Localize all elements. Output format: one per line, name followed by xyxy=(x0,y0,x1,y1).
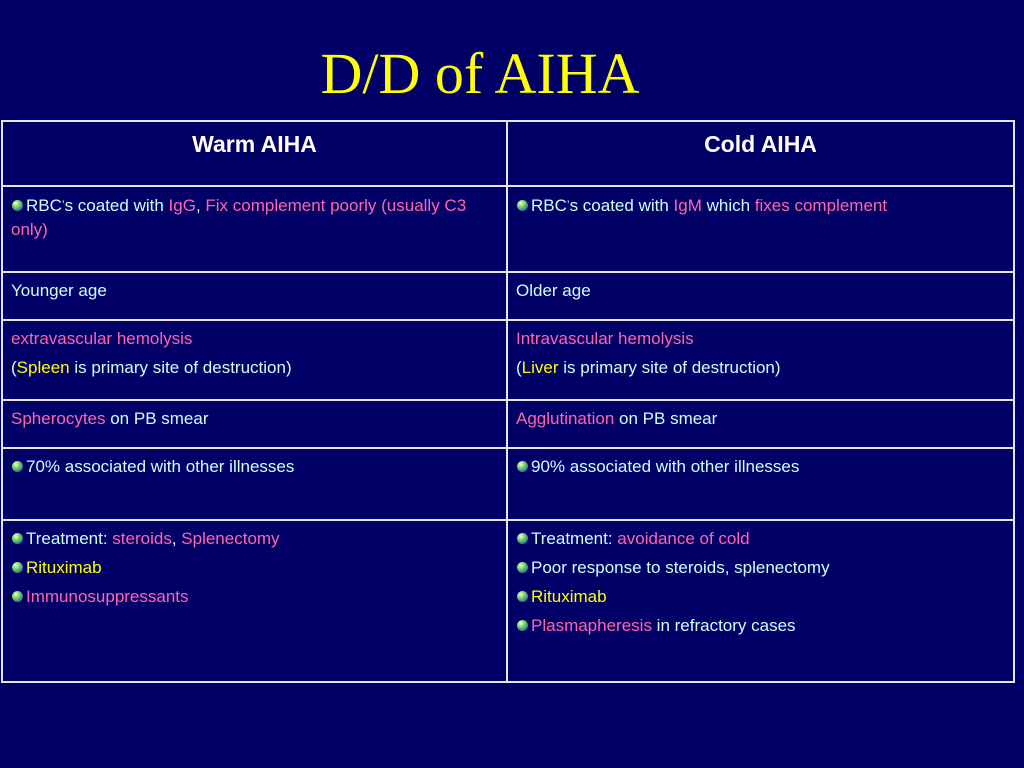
comparison-table xyxy=(1,120,1015,683)
association-text: 90% associated with other illnesses xyxy=(531,457,800,476)
avoidance-text: avoidance of cold xyxy=(617,529,750,548)
cell-warm-smear xyxy=(2,400,507,448)
cell-cold-age xyxy=(507,272,1014,320)
treatment-label: Treatment: xyxy=(26,529,113,548)
comma-text: , xyxy=(171,529,182,548)
sphere-bullet-icon xyxy=(12,591,23,602)
cell-cold-smear xyxy=(507,400,1014,448)
coated-text: s coated with xyxy=(569,196,674,215)
hemolysis-text: Intravascular hemolysis xyxy=(516,329,694,348)
plasmapheresis-text: Plasmapheresis xyxy=(531,616,652,635)
sphere-bullet-icon xyxy=(517,533,528,544)
cell-warm-treatment xyxy=(2,520,507,682)
rituximab-text: Rituximab xyxy=(531,587,607,606)
refractory-text: in refractory cases xyxy=(651,616,796,635)
immunosuppressants-text: Immunosuppressants xyxy=(26,587,189,606)
smear-rest-text: on PB smear xyxy=(105,409,209,428)
complement-text: Fix complement poorly (usually C3 only) xyxy=(11,196,467,239)
smear-term-text: Agglutination xyxy=(516,409,615,428)
sphere-bullet-icon xyxy=(12,461,23,472)
cell-cold-treatment xyxy=(507,520,1014,682)
header-warm-aiha: Warm AIHA xyxy=(2,121,507,186)
hemolysis-text: extravascular hemolysis xyxy=(11,329,193,348)
apostrophe-text: ’ xyxy=(566,198,570,212)
age-text: Older age xyxy=(516,281,591,300)
poor-response-text: Poor response to steroids, splenectomy xyxy=(531,558,830,577)
cell-cold-association xyxy=(507,448,1014,520)
slide-title: D/D of AIHA xyxy=(320,41,640,106)
smear-term-text: Spherocytes xyxy=(11,409,106,428)
smear-rest-text: on PB smear xyxy=(614,409,718,428)
site-rest-text: is primary site of destruction) xyxy=(69,358,292,377)
antibody-text: IgG xyxy=(168,196,196,215)
sphere-bullet-icon xyxy=(517,591,528,602)
cell-warm-hemolysis xyxy=(2,320,507,400)
association-text: 70% associated with other illnesses xyxy=(26,457,295,476)
comma-text: , xyxy=(195,196,206,215)
paren-text: ( xyxy=(11,358,17,377)
rbc-text: RBC xyxy=(26,196,62,215)
cell-warm-coating xyxy=(2,186,507,272)
treatment-label: Treatment: xyxy=(531,529,618,548)
cell-warm-association xyxy=(2,448,507,520)
table-row xyxy=(2,272,1014,320)
cell-cold-coating xyxy=(507,186,1014,272)
sphere-bullet-icon xyxy=(517,620,528,631)
paren-text: ( xyxy=(516,358,522,377)
cell-warm-age xyxy=(2,272,507,320)
header-cold-aiha: Cold AIHA xyxy=(507,121,1014,186)
sphere-bullet-icon xyxy=(517,562,528,573)
sphere-bullet-icon xyxy=(12,200,23,211)
table-row xyxy=(2,400,1014,448)
table-row xyxy=(2,520,1014,682)
site-rest-text: is primary site of destruction) xyxy=(558,358,781,377)
complement-text: fixes complement xyxy=(754,196,888,215)
age-text: Younger age xyxy=(11,281,107,300)
antibody-text: IgM xyxy=(673,196,702,215)
steroids-text: steroids xyxy=(112,529,172,548)
which-text: which xyxy=(701,196,755,215)
rituximab-text: Rituximab xyxy=(26,558,102,577)
table-header-row xyxy=(2,121,1014,186)
apostrophe-text: ’ xyxy=(61,198,65,212)
sphere-bullet-icon xyxy=(12,533,23,544)
sphere-bullet-icon xyxy=(517,200,528,211)
sphere-bullet-icon xyxy=(12,562,23,573)
table-row xyxy=(2,186,1014,272)
site-text: Liver xyxy=(521,358,559,377)
cell-cold-hemolysis xyxy=(507,320,1014,400)
table-row xyxy=(2,320,1014,400)
splenectomy-text: Splenectomy xyxy=(181,529,280,548)
rbc-text: RBC xyxy=(531,196,567,215)
sphere-bullet-icon xyxy=(517,461,528,472)
site-text: Spleen xyxy=(16,358,70,377)
coated-text: s coated with xyxy=(64,196,169,215)
table-row xyxy=(2,448,1014,520)
